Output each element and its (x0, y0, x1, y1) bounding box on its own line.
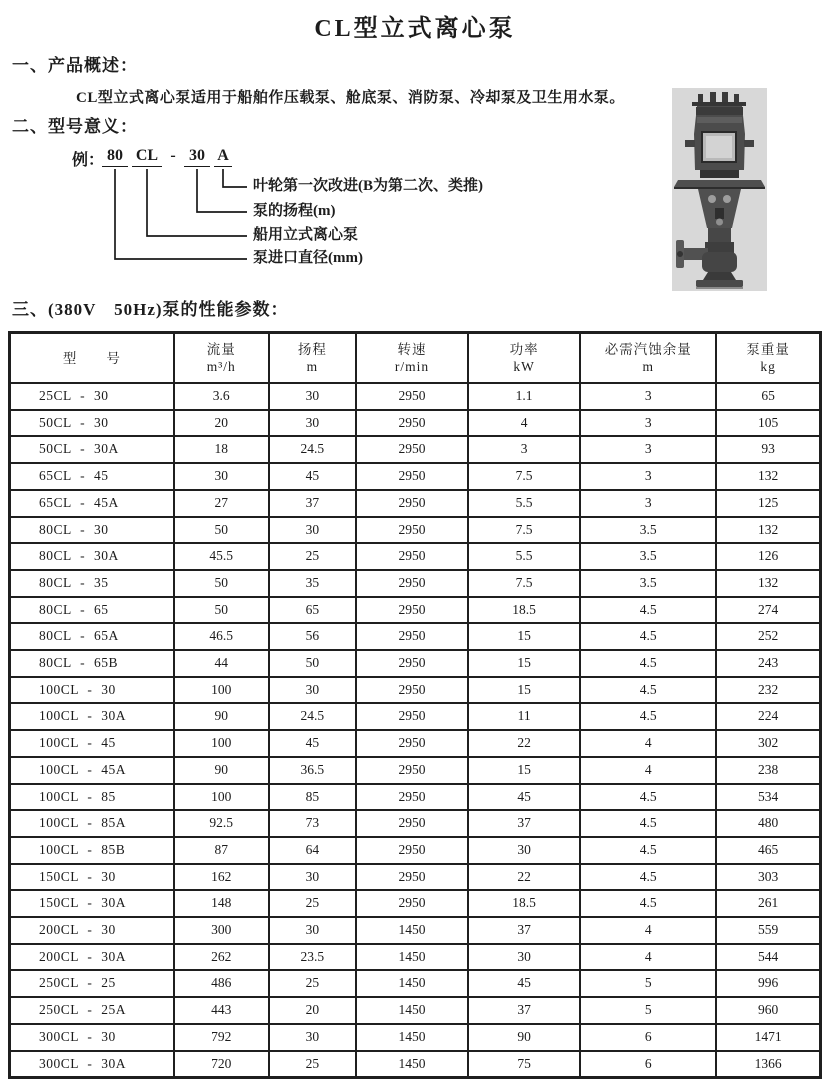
value-cell: 5 (580, 997, 716, 1024)
table-row (10, 703, 821, 730)
pump-illustration (672, 88, 767, 291)
value-cell: 25 (269, 970, 356, 997)
table-row (10, 597, 821, 624)
value-cell: 1450 (356, 997, 468, 1024)
model-cell: 80CL - 65 (10, 597, 174, 624)
col-header-head (269, 333, 356, 384)
value-cell: 252 (716, 623, 820, 650)
table-row (10, 623, 821, 650)
value-cell: 2950 (356, 650, 468, 677)
value-cell: 1450 (356, 917, 468, 944)
value-cell: 27 (174, 490, 269, 517)
value-cell: 243 (716, 650, 820, 677)
value-cell: 18.5 (468, 890, 580, 917)
value-cell: 7.5 (468, 463, 580, 490)
value-cell: 132 (716, 517, 820, 544)
value-cell: 22 (468, 730, 580, 757)
value-cell: 30 (269, 677, 356, 704)
value-cell: 100 (174, 730, 269, 757)
value-cell: 45.5 (174, 543, 269, 570)
value-cell: 46.5 (174, 623, 269, 650)
value-cell: 5.5 (468, 490, 580, 517)
model-cell: 200CL - 30A (10, 944, 174, 971)
value-cell: 1450 (356, 1024, 468, 1051)
value-cell: 30 (468, 837, 580, 864)
header-label: 扬程 (297, 342, 327, 357)
value-cell: 125 (716, 490, 820, 517)
model-cell: 65CL - 45 (10, 463, 174, 490)
table-row (10, 543, 821, 570)
value-cell: 148 (174, 890, 269, 917)
value-cell: 20 (269, 997, 356, 1024)
table-row (10, 997, 821, 1024)
value-cell: 1450 (356, 970, 468, 997)
value-cell: 2950 (356, 864, 468, 891)
header-unit: m³/h (206, 359, 236, 374)
value-cell: 2950 (356, 784, 468, 811)
value-cell: 30 (174, 463, 269, 490)
value-cell: 30 (269, 917, 356, 944)
model-cell: 250CL - 25 (10, 970, 174, 997)
value-cell: 25 (269, 543, 356, 570)
value-cell: 224 (716, 703, 820, 730)
table-row (10, 810, 821, 837)
value-cell: 37 (468, 997, 580, 1024)
value-cell: 24.5 (269, 703, 356, 730)
header-unit: kW (513, 359, 535, 374)
value-cell: 7.5 (468, 517, 580, 544)
value-cell: 238 (716, 757, 820, 784)
table-row (10, 383, 821, 410)
callout-pump-type: 船用立式离心泵 (253, 227, 359, 243)
model-meaning-diagram (0, 143, 620, 283)
value-cell: 6 (580, 1024, 716, 1051)
value-cell: 15 (468, 757, 580, 784)
model-cell: 300CL - 30A (10, 1051, 174, 1078)
header-label: 泵重量 (746, 342, 790, 357)
value-cell: 90 (468, 1024, 580, 1051)
value-cell: 37 (468, 810, 580, 837)
value-cell: 73 (269, 810, 356, 837)
header-unit: m (306, 359, 319, 374)
value-cell: 2950 (356, 810, 468, 837)
callout-impeller-improvement: 叶轮第一次改进(B为第二次、类推) (253, 178, 483, 194)
value-cell: 5 (580, 970, 716, 997)
value-cell: 85 (269, 784, 356, 811)
section-3-heading: 三、(380V 50Hz)泵的性能参数： (12, 300, 289, 319)
value-cell: 4.5 (580, 597, 716, 624)
value-cell: 1366 (716, 1051, 820, 1078)
value-cell: 4.5 (580, 703, 716, 730)
model-cell: 65CL - 45A (10, 490, 174, 517)
col-header-power (468, 333, 580, 384)
value-cell: 465 (716, 837, 820, 864)
model-cell: 250CL - 25A (10, 997, 174, 1024)
value-cell: 87 (174, 837, 269, 864)
value-cell: 37 (468, 917, 580, 944)
value-cell: 7.5 (468, 570, 580, 597)
value-cell: 100 (174, 677, 269, 704)
value-cell: 960 (716, 997, 820, 1024)
value-cell: 3 (580, 436, 716, 463)
value-cell: 11 (468, 703, 580, 730)
value-cell: 2950 (356, 677, 468, 704)
col-header-npsh (580, 333, 716, 384)
value-cell: 132 (716, 570, 820, 597)
value-cell: 3.5 (580, 543, 716, 570)
model-cell: 100CL - 85A (10, 810, 174, 837)
value-cell: 3 (580, 410, 716, 437)
value-cell: 534 (716, 784, 820, 811)
model-cell: 100CL - 45A (10, 757, 174, 784)
value-cell: 443 (174, 997, 269, 1024)
table-row (10, 570, 821, 597)
value-cell: 50 (269, 650, 356, 677)
table-row (10, 757, 821, 784)
value-cell: 3 (580, 463, 716, 490)
value-cell: 232 (716, 677, 820, 704)
table-header (10, 333, 821, 384)
col-header-model (10, 333, 174, 384)
value-cell: 261 (716, 890, 820, 917)
section-2-heading: 二、型号意义： (12, 117, 138, 136)
model-cell: 100CL - 30A (10, 703, 174, 730)
model-cell: 100CL - 30 (10, 677, 174, 704)
value-cell: 30 (468, 944, 580, 971)
table-row (10, 730, 821, 757)
value-cell: 559 (716, 917, 820, 944)
table-row (10, 677, 821, 704)
value-cell: 36.5 (269, 757, 356, 784)
model-part-inlet-diameter: 80 (102, 147, 128, 167)
value-cell: 4 (580, 757, 716, 784)
value-cell: 4.5 (580, 650, 716, 677)
value-cell: 5.5 (468, 543, 580, 570)
example-prefix: 例： (72, 152, 105, 169)
value-cell: 996 (716, 970, 820, 997)
value-cell: 30 (269, 517, 356, 544)
value-cell: 25 (269, 1051, 356, 1078)
value-cell: 302 (716, 730, 820, 757)
header-label: 转速 (397, 342, 427, 357)
table-row (10, 890, 821, 917)
value-cell: 4.5 (580, 677, 716, 704)
table-row (10, 1024, 821, 1051)
table-row (10, 436, 821, 463)
header-label: 流量 (206, 342, 236, 357)
model-cell: 100CL - 45 (10, 730, 174, 757)
header-label: 功率 (509, 342, 539, 357)
value-cell: 480 (716, 810, 820, 837)
value-cell: 3 (468, 436, 580, 463)
header-label: 型 号 (62, 350, 121, 366)
value-cell: 6 (580, 1051, 716, 1078)
value-cell: 22 (468, 864, 580, 891)
value-cell: 100 (174, 784, 269, 811)
model-cell: 25CL - 30 (10, 383, 174, 410)
callout-pump-head: 泵的扬程(m) (253, 203, 336, 219)
value-cell: 37 (269, 490, 356, 517)
value-cell: 15 (468, 677, 580, 704)
value-cell: 65 (716, 383, 820, 410)
value-cell: 162 (174, 864, 269, 891)
model-cell: 50CL - 30A (10, 436, 174, 463)
value-cell: 30 (269, 864, 356, 891)
value-cell: 105 (716, 410, 820, 437)
section-1-body: CL型立式离心泵适用于船舶作压载泵、舱底泵、消防泵、冷却泵及卫生用水泵。 (76, 90, 625, 106)
model-part-head: 30 (184, 147, 210, 167)
value-cell: 132 (716, 463, 820, 490)
value-cell: 2950 (356, 837, 468, 864)
model-part-series: CL (132, 147, 162, 167)
pump-photo (672, 88, 767, 291)
value-cell: 126 (716, 543, 820, 570)
model-cell: 150CL - 30A (10, 890, 174, 917)
value-cell: 35 (269, 570, 356, 597)
value-cell: 44 (174, 650, 269, 677)
section-1-heading: 一、产品概述： (12, 56, 138, 75)
col-header-speed (356, 333, 468, 384)
table-body (10, 383, 821, 1078)
value-cell: 30 (269, 1024, 356, 1051)
value-cell: 90 (174, 703, 269, 730)
value-cell: 1.1 (468, 383, 580, 410)
value-cell: 92.5 (174, 810, 269, 837)
value-cell: 720 (174, 1051, 269, 1078)
value-cell: 75 (468, 1051, 580, 1078)
callout-inlet-diameter: 泵进口直径(mm) (253, 250, 363, 266)
model-part-variant: A (214, 147, 232, 167)
table-row (10, 517, 821, 544)
model-cell: 80CL - 65A (10, 623, 174, 650)
performance-table-wrap (8, 331, 822, 1079)
value-cell: 1450 (356, 1051, 468, 1078)
model-cell: 100CL - 85 (10, 784, 174, 811)
value-cell: 4 (580, 730, 716, 757)
value-cell: 18 (174, 436, 269, 463)
value-cell: 3 (580, 383, 716, 410)
value-cell: 93 (716, 436, 820, 463)
value-cell: 2950 (356, 436, 468, 463)
value-cell: 45 (468, 970, 580, 997)
value-cell: 50 (174, 570, 269, 597)
header-unit: m (642, 359, 654, 374)
value-cell: 4.5 (580, 890, 716, 917)
table-row (10, 944, 821, 971)
value-cell: 4 (468, 410, 580, 437)
value-cell: 303 (716, 864, 820, 891)
table-row (10, 917, 821, 944)
value-cell: 56 (269, 623, 356, 650)
value-cell: 18.5 (468, 597, 580, 624)
value-cell: 15 (468, 650, 580, 677)
value-cell: 23.5 (269, 944, 356, 971)
value-cell: 3.5 (580, 517, 716, 544)
value-cell: 3 (580, 490, 716, 517)
value-cell: 4.5 (580, 837, 716, 864)
model-cell: 200CL - 30 (10, 917, 174, 944)
value-cell: 4.5 (580, 864, 716, 891)
value-cell: 4.5 (580, 623, 716, 650)
col-header-weight (716, 333, 820, 384)
table-row (10, 410, 821, 437)
value-cell: 25 (269, 890, 356, 917)
model-cell: 80CL - 30A (10, 543, 174, 570)
value-cell: 45 (269, 463, 356, 490)
table-row (10, 970, 821, 997)
value-cell: 2950 (356, 757, 468, 784)
value-cell: 50 (174, 597, 269, 624)
value-cell: 2950 (356, 410, 468, 437)
model-part-dash: - (170, 147, 176, 164)
value-cell: 4.5 (580, 810, 716, 837)
value-cell: 65 (269, 597, 356, 624)
value-cell: 2950 (356, 490, 468, 517)
value-cell: 4 (580, 917, 716, 944)
value-cell: 274 (716, 597, 820, 624)
value-cell: 20 (174, 410, 269, 437)
value-cell: 2950 (356, 597, 468, 624)
model-cell: 80CL - 30 (10, 517, 174, 544)
table-row (10, 650, 821, 677)
value-cell: 2950 (356, 383, 468, 410)
value-cell: 90 (174, 757, 269, 784)
table-row (10, 463, 821, 490)
value-cell: 2950 (356, 517, 468, 544)
performance-table (8, 331, 822, 1079)
header-label: 必需汽蚀余量 (604, 342, 692, 357)
model-cell: 150CL - 30 (10, 864, 174, 891)
value-cell: 64 (269, 837, 356, 864)
header-unit: r/min (394, 359, 430, 374)
value-cell: 262 (174, 944, 269, 971)
table-row (10, 864, 821, 891)
table-row (10, 784, 821, 811)
value-cell: 2950 (356, 463, 468, 490)
value-cell: 792 (174, 1024, 269, 1051)
model-cell: 80CL - 65B (10, 650, 174, 677)
model-cell: 80CL - 35 (10, 570, 174, 597)
value-cell: 1471 (716, 1024, 820, 1051)
value-cell: 4 (580, 944, 716, 971)
page-title: CL型立式离心泵 (314, 16, 516, 42)
table-row (10, 490, 821, 517)
value-cell: 45 (468, 784, 580, 811)
value-cell: 544 (716, 944, 820, 971)
value-cell: 50 (174, 517, 269, 544)
value-cell: 3.6 (174, 383, 269, 410)
value-cell: 15 (468, 623, 580, 650)
model-cell: 300CL - 30 (10, 1024, 174, 1051)
value-cell: 2950 (356, 890, 468, 917)
value-cell: 30 (269, 410, 356, 437)
table-row (10, 1051, 821, 1078)
header-unit: kg (760, 359, 776, 374)
col-header-flow (174, 333, 269, 384)
value-cell: 486 (174, 970, 269, 997)
model-cell: 100CL - 85B (10, 837, 174, 864)
value-cell: 1450 (356, 944, 468, 971)
value-cell: 2950 (356, 703, 468, 730)
value-cell: 45 (269, 730, 356, 757)
value-cell: 2950 (356, 543, 468, 570)
model-cell: 50CL - 30 (10, 410, 174, 437)
value-cell: 2950 (356, 623, 468, 650)
value-cell: 2950 (356, 570, 468, 597)
value-cell: 30 (269, 383, 356, 410)
value-cell: 24.5 (269, 436, 356, 463)
value-cell: 3.5 (580, 570, 716, 597)
value-cell: 4.5 (580, 784, 716, 811)
value-cell: 2950 (356, 730, 468, 757)
value-cell: 300 (174, 917, 269, 944)
table-row (10, 837, 821, 864)
